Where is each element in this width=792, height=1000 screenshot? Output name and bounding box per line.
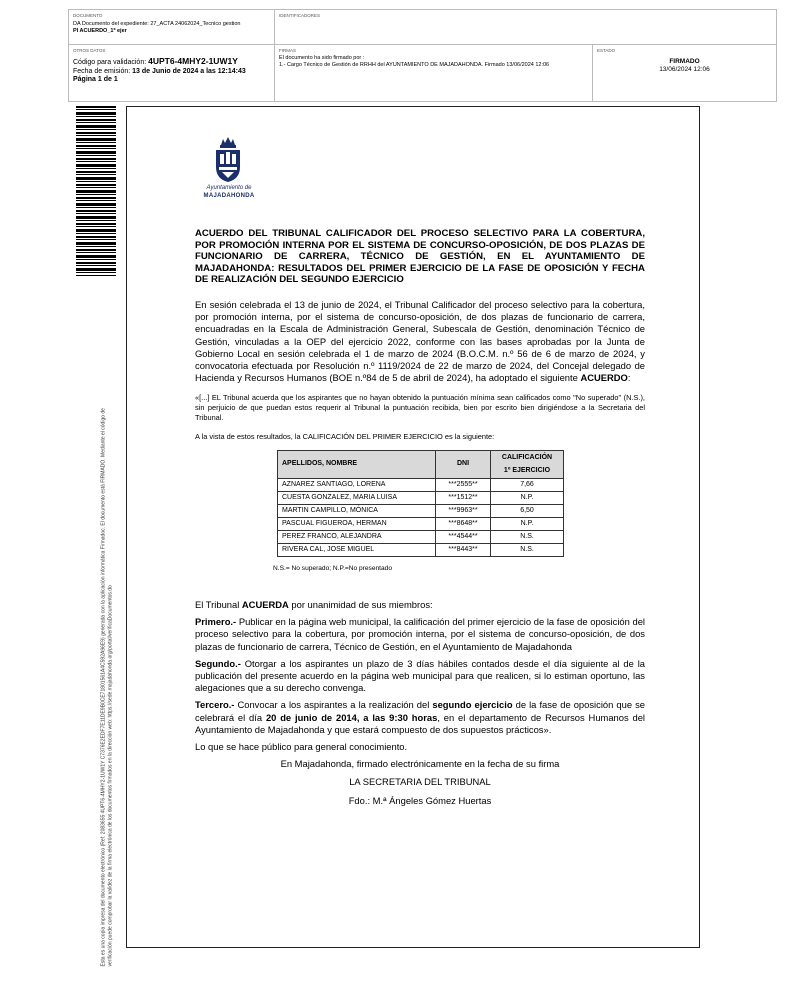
row-name: PASCUAL FIGUEROA, HERMAN [278,517,436,530]
otros-datos-cell [69,45,275,101]
firmas-line2: 1.- Cargo Técnico de Gestión de RRHH del AYUNTAMIENTO DE MAJADAHONDA. Firmado 13/06/2024 12:06 [279,62,550,68]
tercero-text3: , en el departamento de Recursos Humanos del Ayuntamiento de Majadahonda y que estará compuesto de dos supuestos prácticos». [195,711,646,735]
firmas-cell [275,45,593,101]
documento-line2: PI ACUERDO_1º ejer [73,28,127,34]
row-name: RIVERA CAL, JOSE MIGUEL [278,543,436,556]
intro-text: En sesión celebrada el 13 de junio de 2024, el Tribunal Calificador del proceso selectivo para la cobertura, por promoción interna, por el sistema de concurso-oposición, de dos plazas de funcionario de carrera, encuadradas en la Escala de Administración General, Subescala de Gestión, denominación Técnico de Gestión, vinculadas a la OEP del ejercicio 2022, conforme con las bases aprobadas por la Junta de Gobierno Local en sesión celebrada el 1 de marzo de 2024 (B.O.C.M. n.º 56 de 6 de marzo de 2024, y convocatoria efectuada por Resolución n.º 1119/2024 de 22 de marzo de 2024, del Concejal delegado de Hacienda y Recursos Humanos (BOE n.º84 de 5 de abril de 2024), ha adoptado el siguiente [195,298,645,384]
signature-line3: Fdo.: M.ª Ángeles Gómez Huertas [348,794,492,806]
tercero-text1: Convocar a los aspirantes a la realización del [237,699,430,711]
segundo-label: Segundo.- [195,657,241,669]
header-calificacion-l2: 1º EJERCICIO [503,466,551,474]
row-dni: ***1512** [436,491,491,504]
header-dni: DNI [436,451,491,478]
firmas-label: FIRMAS [279,48,297,53]
verification-side-text [101,307,114,967]
otros-datos-label: OTROS DATOS [73,48,106,53]
signature-block [195,758,645,807]
document-body [195,228,645,813]
row-name: PEREZ FRANCO, ALEJANDRA [278,530,436,543]
tercero-label: Tercero.- [195,699,235,711]
header-calificacion-l1: CALIFICACIÓN [501,454,553,462]
intro-acuerdo: ACUERDO [580,372,628,384]
codigo-validacion-value: 4UPT6-4MHY2-1UW1Y [148,56,238,66]
pagina-indicator: Página 1 de 1 [73,76,118,83]
estado-date: 13/06/2024 12:06 [659,66,710,73]
intro-end: : [627,372,631,384]
codigo-validacion-line [73,57,270,68]
row-name: MARTIN CAMPILLO, MÓNICA [278,504,436,517]
coat-of-arms-icon [213,137,243,183]
side-text-line2: verificación puede comprobar la validez de la firma electrónica de los documentos firmados en la dirección web: https://sede.majadahonda.org/portal/verificaDocumentos.do [107,585,113,967]
header-apellidos: APELLIDOS, NOMBRE [278,451,436,478]
acuerda-bold: ACUERDA [241,599,289,610]
estado-value: FIRMADO [669,58,700,65]
tercero-bold1: segundo ejercicio [432,699,513,711]
acuerda-post: por unanimidad de sus miembros: [291,599,433,610]
logo-text-line1: Ayuntamiento de [206,185,252,191]
header-calificacion [491,451,564,478]
row-dni: ***2555** [436,478,491,491]
fecha-emision-label: Fecha de emisión: [73,67,131,75]
fecha-emision-value: 13 de Junio de 2024 a las 12:14:43 [132,67,246,75]
row-dni: ***8443** [436,543,491,556]
intro-paragraph [195,299,645,384]
documento-cell [69,10,275,45]
document-metadata-header [68,9,777,102]
primero-text: Publicar en la página web municipal, la calificación del primer ejercicio de la fase de oposición del proceso selectivo para la cobertura, por promoción interna, por el sistema de concurso-oposición, de dos plazas de funcionario de carrera, Técnico de Gestión, en el Ayuntamiento de Majadahonda [195,616,645,652]
estado-cell [593,45,776,101]
results-table [277,450,564,556]
primero-label: Primero.- [195,616,237,628]
table-row [278,517,564,530]
table-row [278,530,564,543]
tercero-text2: de la fase de oposición que se celebrará el día [195,699,645,723]
vista-paragraph: A la vista de estos resultados, la CALIFICACIÓN DEL PRIMER EJERCICIO es la siguiente: [195,432,495,442]
row-score: 6,50 [491,504,564,517]
fecha-emision-line [73,68,270,77]
documento-label: DOCUMENTO [73,13,103,18]
row-dni: ***4544** [436,530,491,543]
table-row [278,504,564,517]
logo-text-line2: MAJADAHONDA [203,193,255,199]
row-dni: ***8648** [436,517,491,530]
row-score: 7,66 [491,478,564,491]
row-score: N.P. [491,517,564,530]
quote-paragraph: «[...] EL Tribunal acuerda que los aspirantes que no hayan obtenido la puntuación mínima sean calificados como "No superado" (N.S.), sin perjuicio de que puedan estos requerir al Tribunal la puntuación recibida, bien por escrito bien dirigiéndose a la Secretaria del Tribunal. [195,393,645,423]
table-row [278,478,564,491]
row-score: N.P. [491,491,564,504]
ayuntamiento-logo [195,133,263,205]
row-name: AZNAREZ SANTIAGO, LORENA [278,478,436,491]
identificadores-cell [275,10,776,45]
table-legend: N.S.= No superado; N.P.=No presentado [273,564,393,572]
primero-paragraph [195,616,645,653]
acuerda-paragraph [195,599,645,611]
row-score: N.S. [491,543,564,556]
acuerda-pre: El Tribunal [195,599,240,610]
row-name: CUESTA GONZALEZ, MARIA LUISA [278,491,436,504]
closing-paragraph: Lo que se hace público para general conocimiento. [195,741,408,753]
barcode-image [76,106,116,276]
estado-label: ESTADO [597,48,616,53]
side-text-line1: Esta es una copia impresa del documento electrónico (Ref: 2083655 4UPT6-4MHY2-1UW1Y C7376E2EDF7E11DE9B0CE71801561A4C592A96E9) generada con la aplicación informática Firmadoc. El documento está FIRMADO. Mediante el código de [100,408,107,967]
signature-line2: LA SECRETARIA DEL TRIBUNAL [349,776,491,788]
document-title: ACUERDO DEL TRIBUNAL CALIFICADOR DEL PROCESO SELECTIVO PARA LA COBERTURA, POR PROMOCIÓN INTERNA POR EL SISTEMA DE CONCURSO-OPOSICIÓN, DE DOS PLAZAS DE FUNCIONARIO DE CARRERA, TÉCNICO DE GESTIÓN, EN EL AYUNTAMIENTO DE MAJADAHONDA: RESULTADOS DEL PRIMER EJERCICIO DE LA FASE DE OPOSICIÓN Y FECHA DE REALIZACIÓN DEL SEGUNDO EJERCICIO [195,228,645,286]
tercero-paragraph [195,699,645,736]
identificadores-label: IDENTIFICADORES [279,13,321,18]
tercero-bold2: 20 de junio de 2014, a las 9:30 horas [265,711,438,723]
table-row [278,491,564,504]
row-score: N.S. [491,530,564,543]
segundo-text: Otorgar a los aspirantes un plazo de 3 días hábiles contados desde el día siguiente al de la publicación del presente acuerdo en la página web municipal para que realicen, si lo estiman oportuno, las alegaciones que a su derecho convenga. [195,657,645,694]
firmas-line1: El documento ha sido firmado por : [279,55,365,61]
results-table-header [278,451,564,478]
table-row [278,543,564,556]
signature-line1: En Majadahonda, firmado electrónicamente en la fecha de su firma [280,758,560,770]
documento-line1: DA Documento del expediente: 27_ACTA 24062024_Tecnico gestion [73,21,241,27]
row-dni: ***9963** [436,504,491,517]
codigo-validacion-label: Código para validación: [73,59,147,66]
segundo-paragraph [195,658,645,695]
